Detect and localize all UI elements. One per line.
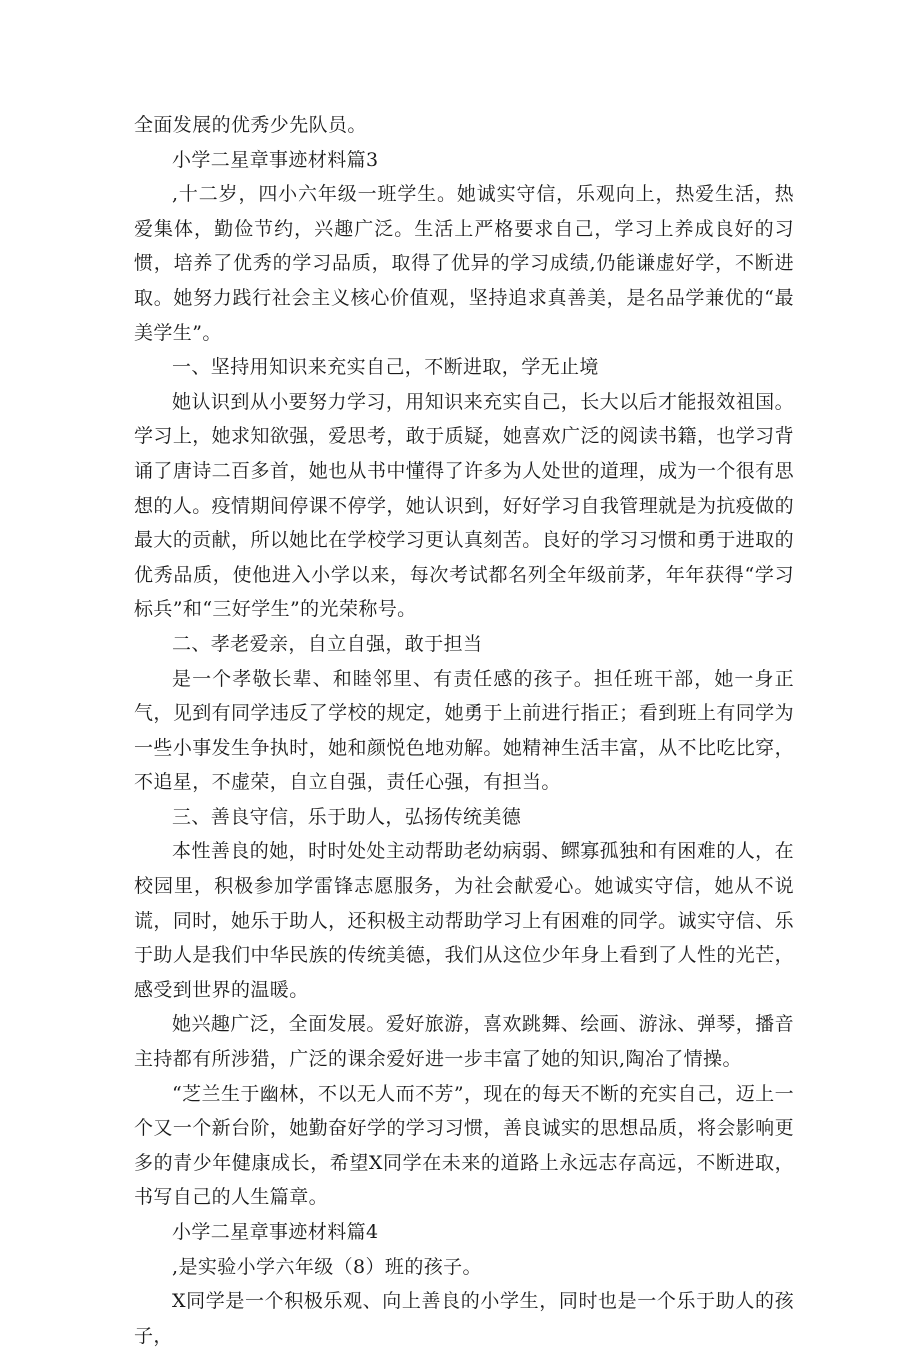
- paragraph: 本性善良的她，时时处处主动帮助老幼病弱、鳏寡孤独和有困难的人，在校园里，积极参加学雷锋志愿服务，为社会献爱心。她诚实守信，她从不说谎，同时，她乐于助人，还积极主动帮助学习上有困难的同学。诚实守信、乐于助人是我们中华民族的传统美德，我们从这位少年身上看到了人性的光芒，感受到世界的温暖。: [134, 840, 794, 1001]
- section-title: 小学二星章事迹材料篇3: [172, 148, 379, 171]
- paragraph: 她兴趣广泛，全面发展。爱好旅游，喜欢跳舞、绘画、游泳、弹琴，播音主持都有所涉猎，广泛的课余爱好进一步丰富了她的知识,陶冶了情操。: [134, 1013, 794, 1071]
- paragraph: X同学是一个积极乐观、向上善良的小学生，同时也是一个乐于助人的孩子，: [134, 1290, 794, 1347]
- paragraph: ,是实验小学六年级（8）班的孩子。: [172, 1255, 482, 1278]
- paragraph: “芝兰生于幽林，不以无人而不芳”，现在的每天不断的充实自己，迈上一个又一个新台阶，她勤奋好学的学习习惯，善良诚实的思想品质，将会影响更多的青少年健康成长，希望X同学在未来的道路上永远志存高远，不断进取，书写自己的人生篇章。: [134, 1082, 794, 1209]
- section-heading: 一、坚持用知识来充实自己，不断进取，学无止境: [172, 356, 599, 379]
- document-body: [134, 108, 794, 1353]
- paragraph: ,十二岁，四小六年级一班学生。她诚实守信，乐观向上，热爱生活，热爱集体，勤俭节约，兴趣广泛。生活上严格要求自己，学习上养成良好的习惯，培养了优秀的学习品质，取得了优异的学习成绩,仍能谦虚好学，不断进取。她努力践行社会主义核心价值观，坚持追求真善美，是名品学兼优的“最美学生”。: [134, 183, 794, 344]
- paragraph: 她认识到从小要努力学习，用知识来充实自己，长大以后才能报效祖国。学习上，她求知欲强，爱思考，敢于质疑，她喜欢广泛的阅读书籍，也学习背诵了唐诗二百多首，她也从书中懂得了许多为人处世的道理，成为一个很有思想的人。疫情期间停课不停学，她认识到，好好学习自我管理就是为抗疫做的最大的贡献，所以她比在学校学习更认真刻苦。良好的学习习惯和勇于进取的优秀品质，使他进入小学以来，每次考试都名列全年级前茅，年年获得“学习标兵”和“三好学生”的光荣称号。: [134, 390, 794, 621]
- section-title: 小学二星章事迹材料篇4: [172, 1221, 379, 1243]
- section-heading: 三、善良守信，乐于助人，弘扬传统美德: [172, 805, 522, 828]
- section-heading: 二、孝老爱亲，自立自强，敢于担当: [172, 632, 483, 655]
- paragraph: 全面发展的优秀少先队员。: [134, 114, 367, 136]
- paragraph: 是一个孝敬长辈、和睦邻里、有责任感的孩子。担任班干部，她一身正气，见到有同学违反了学校的规定，她勇于上前进行指正；看到班上有同学为一些小事发生争执时，她和颜悦色地劝解。她精神生活丰富，从不比吃比穿，不追星，不虚荣，自立自强，责任心强，有担当。: [134, 667, 794, 794]
